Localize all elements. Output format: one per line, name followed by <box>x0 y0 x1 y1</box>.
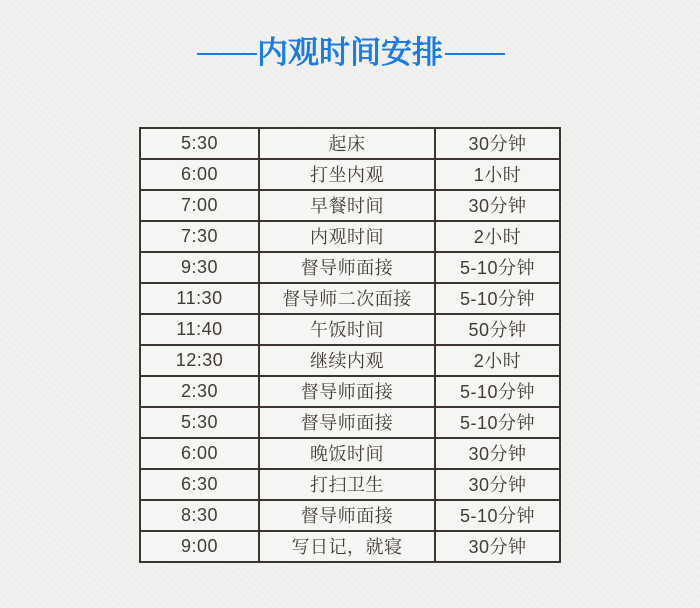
cell-activity: 写日记，就寝 <box>259 531 435 562</box>
cell-activity: 晚饭时间 <box>259 438 435 469</box>
table-row <box>140 314 560 345</box>
cell-activity: 内观时间 <box>259 221 435 252</box>
cell-activity: 早餐时间 <box>259 190 435 221</box>
cell-time: 6:00 <box>140 159 259 190</box>
cell-time: 11:40 <box>140 314 259 345</box>
cell-duration: 30分钟 <box>435 531 560 562</box>
cell-duration: 5-10分钟 <box>435 500 560 531</box>
cell-activity: 督导师面接 <box>259 500 435 531</box>
table-row <box>140 159 560 190</box>
title-text: 内观时间安排 <box>257 35 443 70</box>
cell-time: 6:30 <box>140 469 259 500</box>
cell-duration: 5-10分钟 <box>435 252 560 283</box>
schedule-table <box>139 127 561 563</box>
cell-time: 12:30 <box>140 345 259 376</box>
cell-duration: 1小时 <box>435 159 560 190</box>
cell-duration: 2小时 <box>435 221 560 252</box>
cell-time: 9:30 <box>140 252 259 283</box>
table-row <box>140 407 560 438</box>
cell-activity: 打扫卫生 <box>259 469 435 500</box>
title-dash-right: —— <box>445 34 503 69</box>
cell-activity: 督导师二次面接 <box>259 283 435 314</box>
cell-duration: 30分钟 <box>435 190 560 221</box>
cell-duration: 2小时 <box>435 345 560 376</box>
table-row <box>140 252 560 283</box>
table-row <box>140 469 560 500</box>
table-row <box>140 438 560 469</box>
cell-activity: 起床 <box>259 128 435 159</box>
cell-activity: 午饭时间 <box>259 314 435 345</box>
table-row <box>140 283 560 314</box>
table-row <box>140 531 560 562</box>
cell-time: 6:00 <box>140 438 259 469</box>
cell-duration: 5-10分钟 <box>435 407 560 438</box>
cell-time: 9:00 <box>140 531 259 562</box>
cell-activity: 督导师面接 <box>259 252 435 283</box>
cell-time: 7:30 <box>140 221 259 252</box>
cell-duration: 5-10分钟 <box>435 376 560 407</box>
cell-time: 8:30 <box>140 500 259 531</box>
cell-time: 2:30 <box>140 376 259 407</box>
cell-duration: 30分钟 <box>435 469 560 500</box>
cell-time: 11:30 <box>140 283 259 314</box>
cell-activity: 督导师面接 <box>259 376 435 407</box>
cell-activity: 打坐内观 <box>259 159 435 190</box>
schedule-table-body <box>140 128 560 562</box>
table-row <box>140 128 560 159</box>
cell-duration: 30分钟 <box>435 128 560 159</box>
cell-duration: 50分钟 <box>435 314 560 345</box>
title-dash-left: —— <box>197 34 255 69</box>
cell-duration: 30分钟 <box>435 438 560 469</box>
table-row <box>140 190 560 221</box>
cell-activity: 继续内观 <box>259 345 435 376</box>
table-row <box>140 221 560 252</box>
page-title <box>0 0 700 73</box>
cell-time: 7:00 <box>140 190 259 221</box>
table-row <box>140 376 560 407</box>
table-row <box>140 345 560 376</box>
table-row <box>140 500 560 531</box>
cell-time: 5:30 <box>140 407 259 438</box>
cell-time: 5:30 <box>140 128 259 159</box>
cell-duration: 5-10分钟 <box>435 283 560 314</box>
cell-activity: 督导师面接 <box>259 407 435 438</box>
